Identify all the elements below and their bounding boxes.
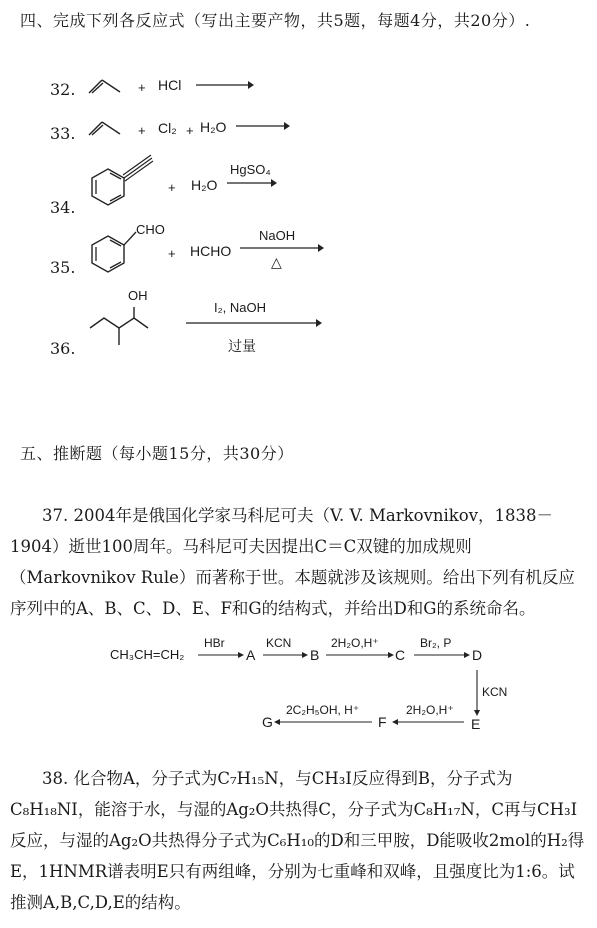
aldehyde-group-label: CHO [136, 222, 165, 237]
compound-g: G [262, 714, 273, 730]
section5-heading: 五、推断题（每小题15分，共30分） [20, 444, 294, 463]
propene-structure-32 [88, 76, 124, 96]
compound-c: C [395, 647, 406, 663]
compound-e: E [471, 716, 481, 732]
reagent-h2o: H₂O [191, 177, 218, 193]
reagent-hydrolysis-2: 2H₂O,H⁺ [406, 703, 454, 717]
compound-f: F [378, 714, 387, 730]
reagent-kcn-2: KCN [482, 685, 508, 699]
reagent-hydrolysis-1: 2H₂O,H⁺ [331, 636, 379, 650]
reagent-kcn: KCN [266, 636, 292, 650]
plus-sign: + [138, 80, 146, 95]
heat-symbol: △ [271, 254, 282, 270]
reagent-excess-label: 过量 [228, 339, 256, 355]
reagent-hcho: HCHO [190, 243, 232, 259]
reaction-arrow-32 [196, 80, 256, 90]
hydroxyl-group-label: OH [128, 288, 148, 303]
catalyst-hgso4: HgSO₄ [230, 162, 271, 177]
reaction-arrow-36 [186, 318, 326, 328]
plus-sign: + [168, 246, 176, 261]
reagent-hcl: HCl [158, 77, 182, 93]
methylpentanol-structure [84, 295, 164, 355]
phenylacetylene-structure [84, 150, 164, 210]
question-33-number: 33. [50, 124, 76, 143]
question-35-number: 35. [50, 258, 76, 277]
reaction-arrow-33 [236, 121, 292, 131]
compound-b: B [310, 647, 320, 663]
plus-sign: + [138, 123, 146, 138]
question-38-text: 38. 化合物A，分子式为C₇H₁₅N，与CH₃I反应得到B，分子式为C₈H₁₈NI，能溶于水，与湿的Ag₂O共热得C，分子式为C₈H₁₇N，C再与CH₃I反应，与湿的Ag₂O共热得分子式为C₆H₁₀的D和三甲胺，D能吸收2mol的H₂得E，1HNMR谱表明E只有两组峰，分别为七重峰和双峰，且强度比为1:6。试推测A,B,C,D,E的结构。 [10, 769, 585, 912]
compound-d: D [472, 647, 483, 663]
propene-structure-33 [88, 118, 124, 138]
reagent-br2-p: Br₂, P [420, 636, 452, 650]
reagent-i2-naoh: I₂, NaOH [214, 300, 266, 315]
reaction-arrow-35 [240, 243, 326, 253]
question-37-text: 37. 2004年是俄国化学家马科尼可夫（V. V. Markovnikov，1838－1904）逝世100周年。马科尼可夫因提出C＝C双键的加成规则（Markovnikov Rule）而著称于世。本题就涉及该规则。给出下列有机反应序列中的A、B、C、D、E、F和G的结构式，并给出D和G的系统命名。 [10, 506, 575, 618]
plus-sign: + [168, 180, 176, 195]
reagent-hbr: HBr [204, 636, 225, 650]
plus-sign: + [186, 123, 194, 138]
question-34-number: 34. [50, 198, 76, 217]
start-compound-propene: CH₃CH=CH₂ [110, 647, 185, 662]
reaction-scheme-37 [0, 630, 597, 740]
reagent-esterification: 2C₂H₅OH, H⁺ [286, 703, 360, 717]
reagent-cl2: Cl₂ [158, 120, 177, 136]
compound-a: A [246, 647, 256, 663]
benzaldehyde-structure [84, 224, 144, 274]
question-32-number: 32. [50, 80, 76, 99]
question-36-number: 36. [50, 339, 76, 358]
section4-heading: 四、完成下列各反应式（写出主要产物，共5题，每题4分，共20分）. [20, 11, 531, 30]
catalyst-naoh: NaOH [259, 228, 296, 243]
reagent-h2o: H₂O [200, 119, 227, 135]
reaction-arrow-34 [227, 178, 279, 188]
